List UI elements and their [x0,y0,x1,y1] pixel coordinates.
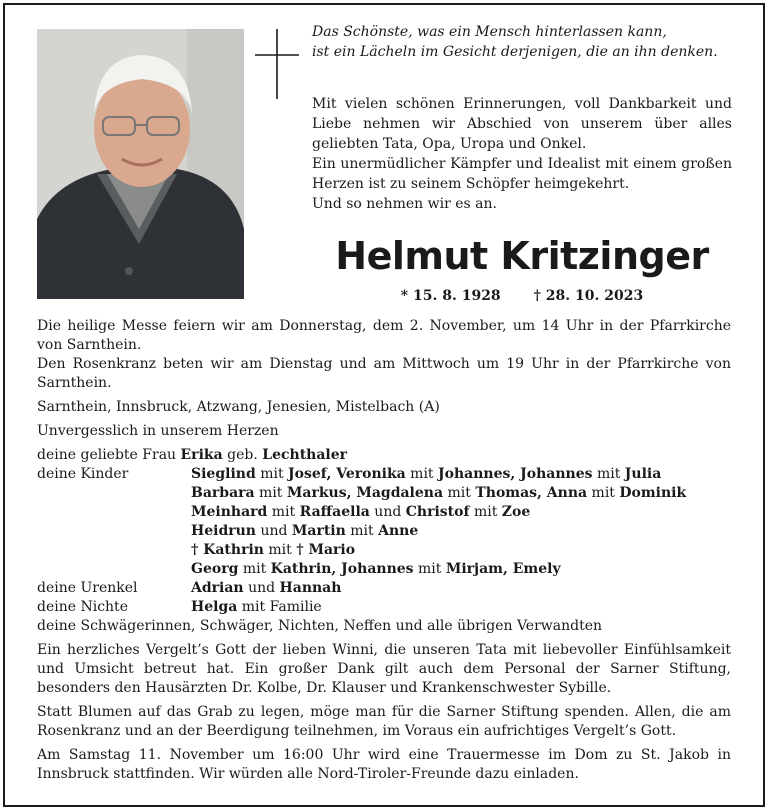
connector: und [260,523,288,539]
places: Sarnthein, Innsbruck, Atzwang, Jenesien, Mistelbach (A) [37,399,440,415]
niece-family: mit Familie [241,599,322,615]
children-row-1 [37,465,731,484]
children-row-4 [37,522,731,541]
greatgrandchildren-row [37,579,731,598]
connector: mit [260,466,284,482]
connector: mit [271,504,296,520]
death-date: † 28. 10. 2023 [533,288,644,304]
intro-text [312,94,732,214]
wife-label: deine geliebte Frau [37,447,177,463]
greatgrand-label: deine Urenkel [37,580,138,596]
connector: mit [242,561,267,577]
unforgettable-line: Unvergesslich in unserem Herzen [37,423,279,439]
wife-geb: geb. [227,447,258,463]
intro-paragraph-2: Ein unermüdlicher Kämpfer und Idealist mit einem großen Herzen ist zu seinem Schöpfer heimgekehrt. [312,156,732,192]
partner-names: Kathrin, Johannes [270,561,414,577]
life-dates [312,286,732,306]
cross-icon [255,29,299,99]
children-row-5 [37,541,731,560]
children-row-6 [37,560,731,579]
connector: mit [350,523,374,539]
grandchild-partner: Dominik [619,485,687,501]
greatgrand-name: Hannah [279,580,342,596]
quote-line-1: Das Schönste, was ein Mensch hinterlassen kann, [312,24,667,40]
partner-names: Martin [291,523,346,539]
rosary-info: Den Rosenkranz beten wir am Dienstag und am Mittwoch um 19 Uhr in der Pfarrkirche von Sarnthein. [37,356,731,391]
deceased-name: Helmut Kritzinger [335,234,709,278]
grandchild-names: Anne [378,523,419,539]
grandchild-names: Mirjam, Emely [445,561,561,577]
child-name: † Kathrin [191,542,264,558]
children-row-3 [37,503,731,522]
connector: und [248,580,276,596]
grandchild-partner: Zoe [501,504,531,520]
partner-names: Markus, Magdalena [286,485,444,501]
connector: mit [259,485,283,501]
connector: und [374,504,402,520]
quote-line-2: ist ein Lächeln im Gesicht derjenigen, die an ihn denken. [312,44,718,60]
child-name: Barbara [191,485,255,501]
thanks-paragraph: Ein herzliches Vergelt’s Gott der lieben Winni, die unseren Tata mit liebevoller Einfühlsamkeit und Umsicht betreut hat. Ein großer Dank gilt auch dem Personal der Sarner Stiftung, besonders den Hausärzten Dr. Kolbe, Dr. Klauser und Krankenschwester Sybille. [37,642,731,696]
portrait-photo [37,29,244,299]
connector: mit [418,561,442,577]
flowers-paragraph: Statt Blumen auf das Grab zu legen, möge man für die Sarner Stiftung spenden. Allen, die am Rosenkranz und an der Beerdigung teilnehmen, im Voraus ein aufrichtiges Vergelt’s Gott. [37,704,731,739]
child-name: Heidrun [191,523,256,539]
connector: mit [447,485,471,501]
grandchild-names: Thomas, Anna [475,485,588,501]
birth-date: * 15. 8. 1928 [400,288,501,304]
niece-label: deine Nichte [37,599,128,615]
wife-maiden-name: Lechthaler [262,447,348,463]
memorial-quote [312,22,732,62]
children-row-2 [37,484,731,503]
grandchild-names: Christof [405,504,470,520]
partner-names: Raffaella [299,504,370,520]
notice-body [37,317,731,784]
connector: mit [410,466,434,482]
connector: mit [268,542,292,558]
intro-paragraph-3: Und so nehmen wir es an. [312,196,497,212]
grandchild-names: Johannes, Johannes [438,466,593,482]
greatgrand-name: Adrian [191,580,244,596]
connector: mit [591,485,615,501]
partner-names: Josef, Veronika [288,466,406,482]
requiem-paragraph: Am Samstag 11. November um 16:00 Uhr wird eine Trauermesse im Dom zu St. Jakob in Innsbruck stattfinden. Wir würden alle Nord-Tiroler-Freunde dazu einladen. [37,747,731,782]
mass-info: Die heilige Messe feiern wir am Donnerstag, dem 2. November, um 14 Uhr in der Pfarrkirche von Sarnthein. [37,318,731,353]
connector: mit [473,504,498,520]
children-label: deine Kinder [37,466,129,482]
niece-name: Helga [191,599,238,615]
niece-row [37,598,731,617]
child-name: Meinhard [191,504,268,520]
child-name: Georg [191,561,239,577]
partner-names: † Mario [296,542,356,558]
inlaws-line: deine Schwägerinnen, Schwäger, Nichten, Neffen und alle übrigen Verwandten [37,618,603,634]
child-name: Sieglind [191,466,256,482]
wife-first-name: Erika [180,447,223,463]
intro-paragraph-1: Mit vielen schönen Erinnerungen, voll Dankbarkeit und Liebe nehmen wir Abschied von unserem über alles geliebten Tata, Opa, Uropa und Onkel. [312,96,732,152]
grandchild-partner: Julia [624,466,662,482]
connector: mit [596,466,621,482]
wife-line [37,446,731,465]
